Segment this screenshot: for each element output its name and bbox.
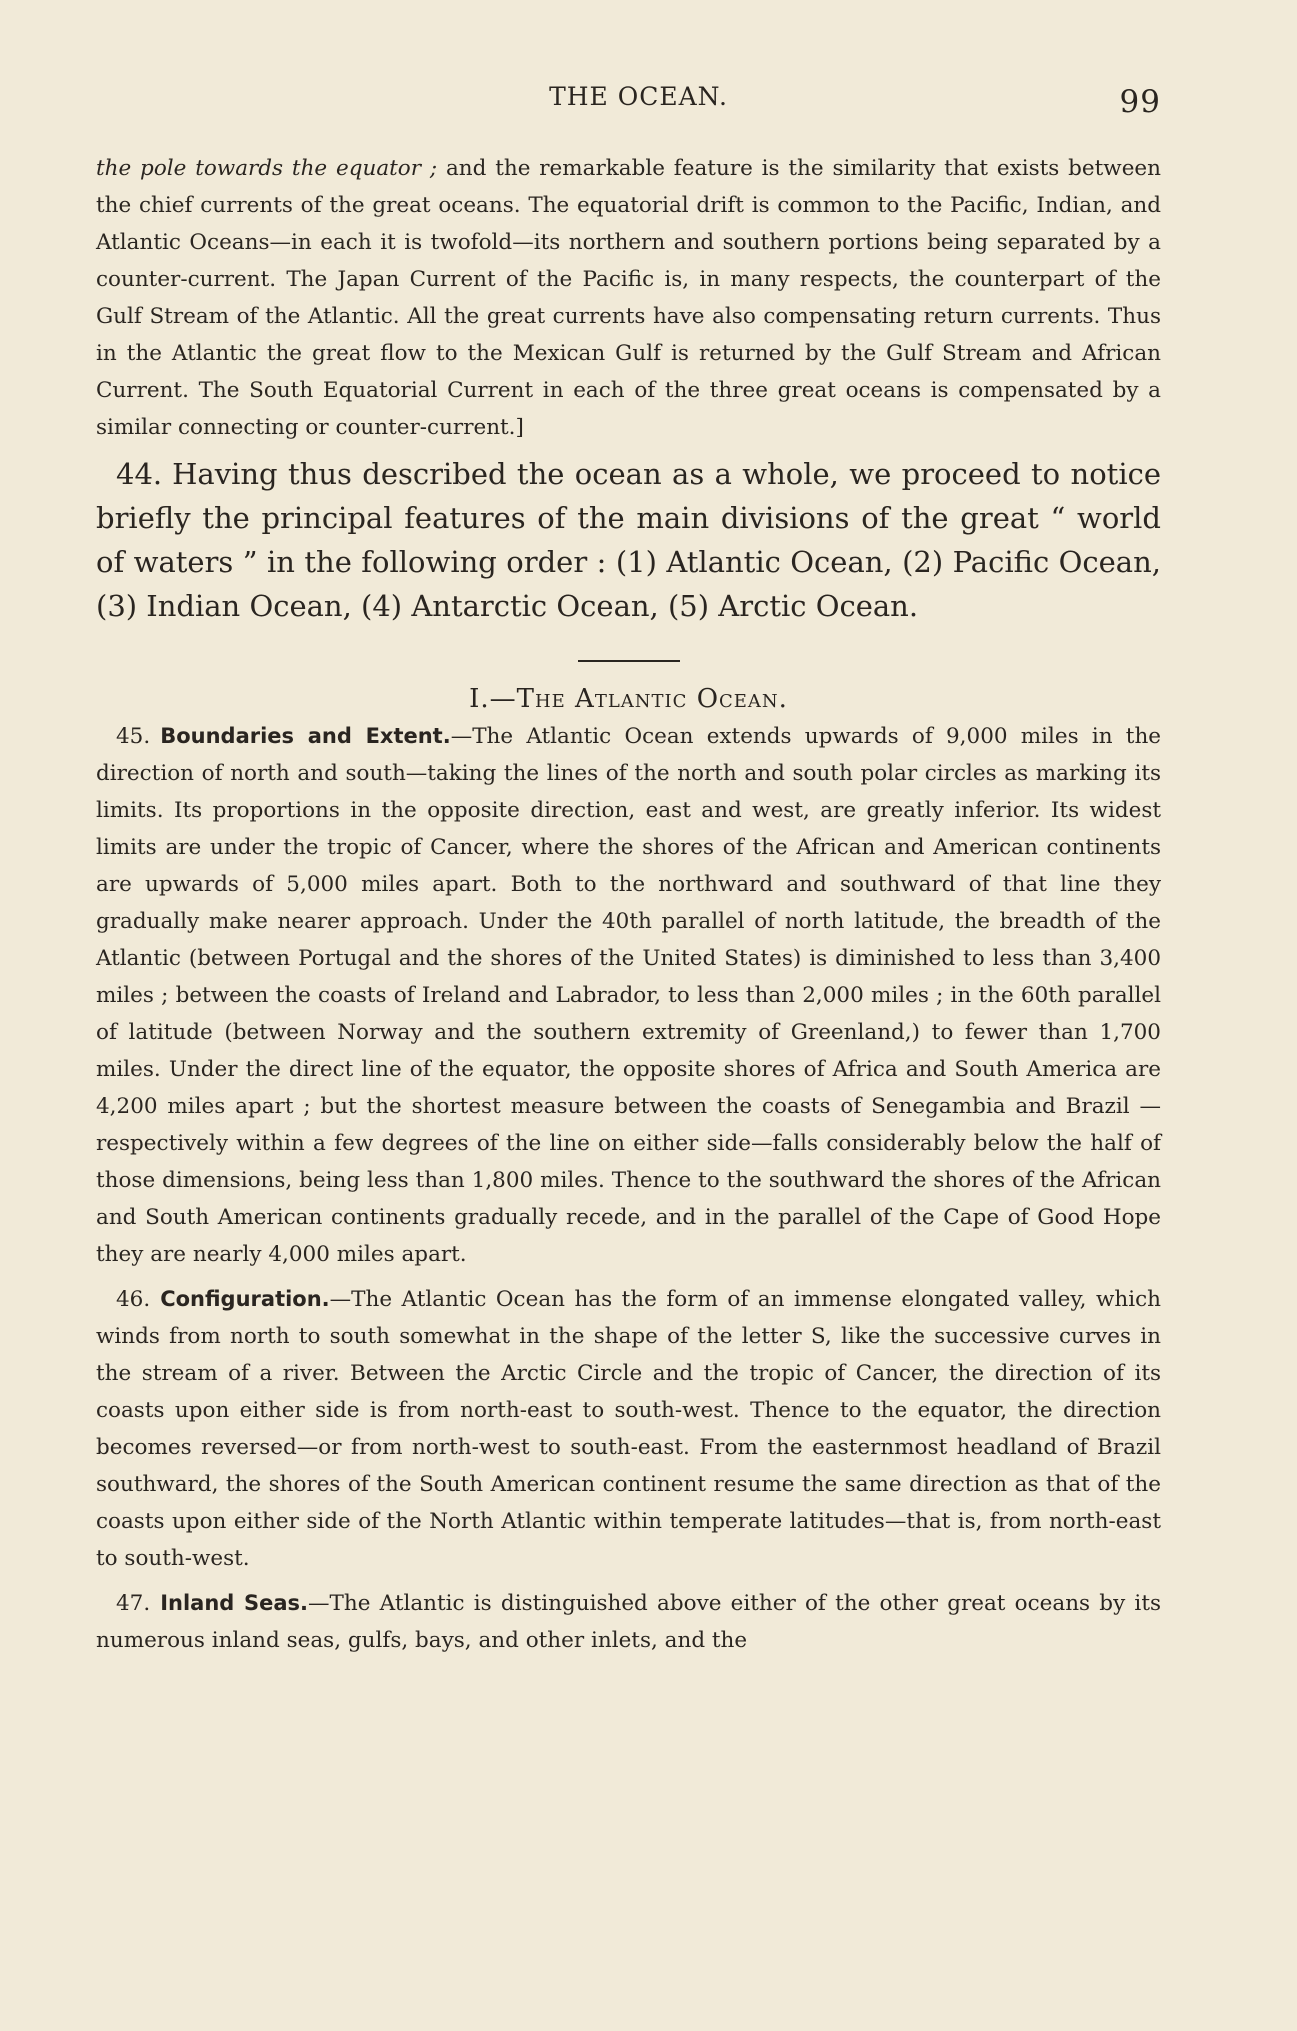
paragraph-44-text: Having thus described the ocean as a whole, we proceed to notice briefly the principal features of the main divisions of the great “ world of waters ” in the following order : (1) Atlantic Ocean, (2) Pacific Ocean, (3) Indian Ocean, (4) Antarctic Ocean, (5) Arctic Ocean.	[96, 457, 1161, 623]
intro-text: and the remarkable feature is the similarity that exists between the chief currents of the great oceans. The equatorial drift is common to the Pacific, Indian, and Atlantic Oceans—in each it is twofold—its northern and southern portions being separated by a counter-current. The Japan Current of the Pacific is, in many respects, the counterpart of the Gulf Stream of the Atlantic. All the great currents have also compensating return currents. Thus in the Atlantic the great flow to the Mexican Gulf is returned by the Gulf Stream and African Current. The South Equatorial Current in each of the three great oceans is compensated by a similar connecting or counter-current.]	[96, 156, 1161, 440]
paragraph-47-number: 47.	[116, 1591, 151, 1616]
intro-paragraph	[96, 150, 1161, 446]
section-title: The Atlantic Ocean.	[516, 684, 788, 714]
page-number: 99	[1119, 84, 1161, 120]
paragraph-44-number: 44.	[116, 457, 163, 491]
paragraph-47-heading: Inland Seas.	[160, 1591, 309, 1615]
running-head	[96, 82, 1161, 122]
paragraph-46-number: 46.	[116, 1287, 151, 1312]
paragraph-46-heading: Configuration.	[160, 1287, 330, 1311]
paragraph-46	[96, 1281, 1161, 1577]
section-heading	[96, 684, 1161, 714]
section-numeral: I.—	[469, 684, 517, 714]
intro-italic-text: the pole towards the equator ;	[96, 156, 438, 181]
running-title: THE OCEAN.	[549, 82, 728, 111]
paragraph-45-text: —The Atlantic Ocean extends upwards of 9,000 miles in the direction of north and south—taking the lines of the north and south polar circles as marking its limits. Its proportions in the opposite direction, east and west, are greatly inferior. Its widest limits are under the tropic of Cancer, where the shores of the African and American continents are upwards of 5,000 miles apart. Both to the northward and southward of that line they gradually make nearer approach. Under the 40th parallel of north latitude, the breadth of the Atlantic (between Portugal and the shores of the United States) is diminished to less than 3,400 miles ; between the coasts of Ireland and Labrador, to less than 2,000 miles ; in the 60th parallel of latitude (between Norway and the southern extremity of Greenland,) to fewer than 1,700 miles. Under the direct line of the equator, the opposite shores of Africa and South America are 4,200 miles apart ; but the shortest measure between the coasts of Senegambia and Brazil — respectively within a few degrees of the line on either side—falls considerably below the half of those dimensions, being less than 1,800 miles. Thence to the southward the shores of the African and South American continents gradually recede, and in the parallel of the Cape of Good Hope they are nearly 4,000 miles apart.	[96, 724, 1162, 1267]
paragraph-47-text: —The Atlantic is distinguished above either of the other great oceans by its numerous inland seas, gulfs, bays, and other inlets, and the	[96, 1591, 1161, 1653]
paragraph-47	[96, 1585, 1161, 1659]
paragraph-46-text: —The Atlantic Ocean has the form of an immense elongated valley, which winds from north to south somewhat in the shape of the letter S, like the successive curves in the stream of a river. Between the Arctic Circle and the tropic of Cancer, the direction of its coasts upon either side is from north-east to south-west. Thence to the equator, the direction becomes reversed—or from north-west to south-east. From the easternmost headland of Brazil southward, the shores of the South American continent resume the same direction as that of the coasts upon either side of the North Atlantic within temperate latitudes—that is, from north-east to south-west.	[96, 1287, 1161, 1571]
paragraph-45	[96, 718, 1161, 1273]
section-divider	[578, 660, 680, 662]
paragraph-45-number: 45.	[116, 724, 151, 749]
paragraph-45-heading: Boundaries and Extent.	[160, 724, 451, 748]
paragraph-44	[96, 452, 1161, 628]
